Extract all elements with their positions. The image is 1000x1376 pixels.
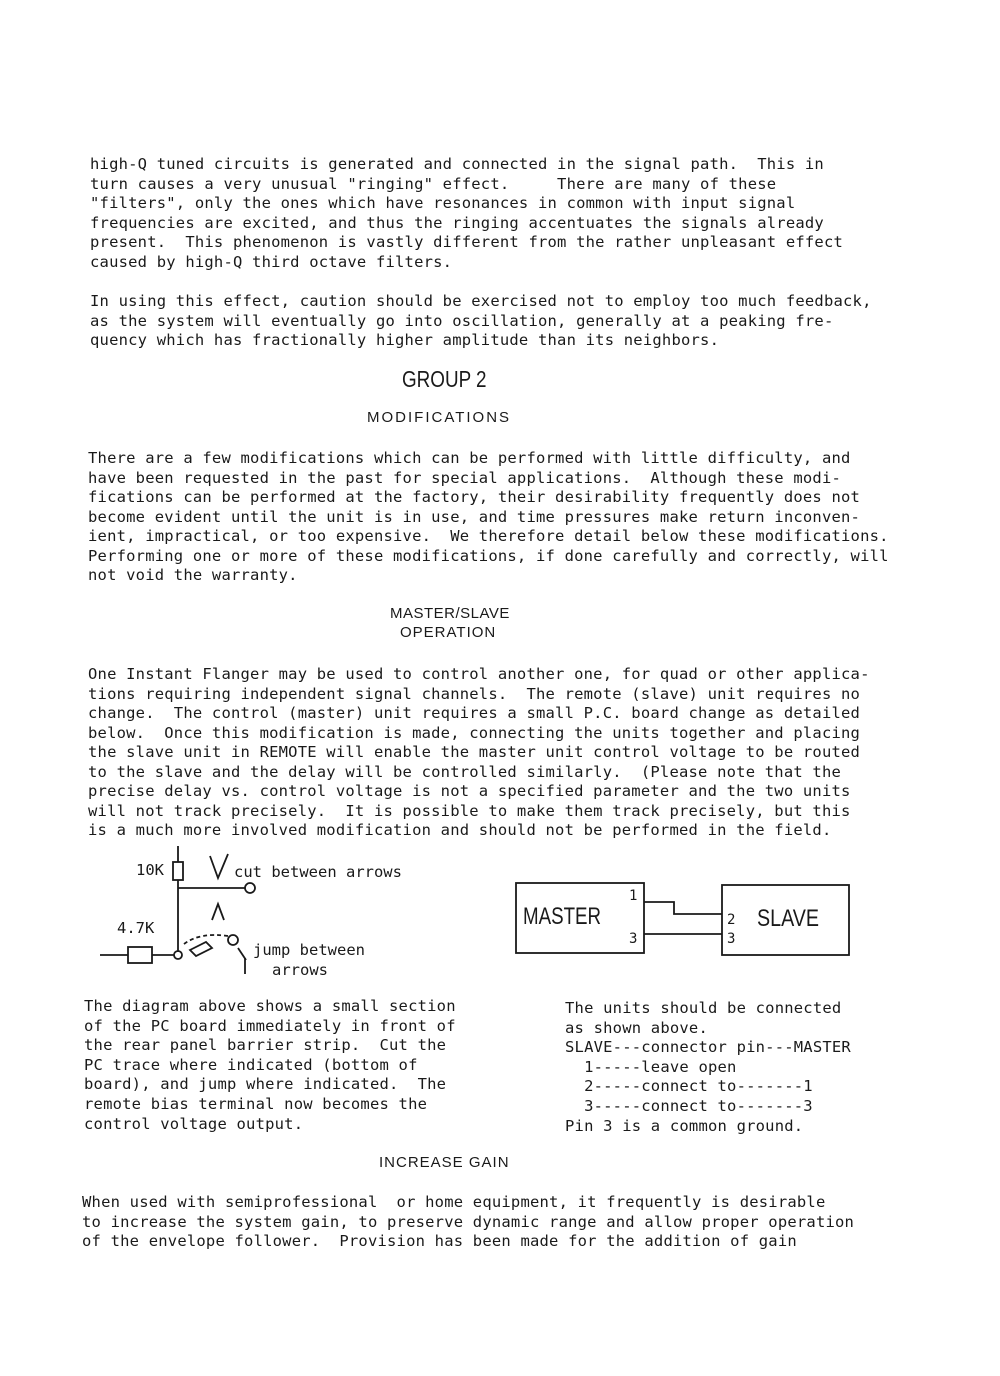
- master-pin-1-label: 1: [629, 888, 638, 904]
- text-line: quency which has fractionally higher amplitude than its neighbors.: [90, 331, 720, 349]
- resistor-4-7k-label: 4.7K: [117, 919, 155, 937]
- increase-gain-heading: INCREASE GAIN: [379, 1154, 510, 1171]
- text-line: control voltage output.: [84, 1114, 304, 1133]
- resistor-10k-label: 10K: [136, 861, 164, 879]
- text-line: tions requiring independent signal channels. The remote (slave) unit requires no: [88, 684, 861, 703]
- text-line: become evident until the unit is in use, and time pressures make return inconven-: [88, 507, 861, 526]
- master-pin-3-label: 3: [629, 931, 638, 947]
- slave-pin-3-label: 3: [727, 931, 736, 947]
- text-line: One Instant Flanger may be used to control another one, for quad or other applica-: [88, 665, 870, 683]
- text-line: "filters", only the ones which have resonances in common with input signal: [90, 194, 796, 212]
- text-line: There are a few modifications which can be performed with little difficulty, and: [88, 449, 851, 467]
- text-line: the rear panel barrier strip. Cut the: [84, 1036, 447, 1055]
- text-line: of the envelope follower. Provision has been made for the addition of gain: [82, 1232, 797, 1250]
- modifications-heading: MODIFICATIONS: [367, 409, 512, 426]
- text-line: frequencies are excited, and thus the ringing accentuates the signals already: [90, 213, 824, 232]
- text-line: remote bias terminal now becomes the: [84, 1095, 428, 1113]
- jump-label: jump between: [253, 941, 365, 959]
- text-line: caused by high-Q third octave filters.: [90, 252, 453, 271]
- text-line: board), and jump where indicated. The: [84, 1075, 447, 1094]
- group-title: GROUP 2: [402, 366, 487, 392]
- text-line: ient, impractical, or too expensive. We therefore detail below these modifications.: [88, 527, 889, 545]
- text-line: not void the warranty.: [88, 566, 298, 584]
- text-line: 3-----connect to-------3: [565, 1097, 813, 1115]
- text-line: precise delay vs. control voltage is not a specified parameter and the two units: [88, 782, 851, 800]
- text-line: SLAVE---connector pin---MASTER: [565, 1038, 851, 1057]
- text-line: turn causes a very unusual "ringing" effect. There are many of these: [90, 174, 777, 193]
- text-line: as shown above.: [565, 1018, 708, 1037]
- master-label: MASTER: [523, 903, 602, 930]
- text-line: to increase the system gain, to preserve dynamic range and allow proper operation: [82, 1212, 855, 1231]
- slave-pin-2-label: 2: [727, 912, 736, 928]
- text-line: present. This phenomenon is vastly different from the rather unpleasant effect: [90, 233, 844, 251]
- text-line: as the system will eventually go into oscillation, generally at a peaking fre-: [90, 311, 834, 330]
- cut-label: cut between arrows: [234, 863, 402, 881]
- text-line: Pin 3 is a common ground.: [565, 1116, 804, 1135]
- text-line: high-Q tuned circuits is generated and connected in the signal path. This in: [90, 155, 824, 173]
- master-slave-heading: MASTER/SLAVE: [390, 605, 510, 622]
- text-line: fications can be performed at the factory, their desirability frequently does not: [88, 488, 861, 506]
- text-line: When used with semiprofessional or home equipment, it frequently is desirable: [82, 1193, 826, 1211]
- text-line: the slave unit in REMOTE will enable the master unit control voltage to be routed: [88, 743, 861, 761]
- text-line: Performing one or more of these modifications, if done carefully and correctly, will: [88, 546, 889, 565]
- text-line: PC trace where indicated (bottom of: [84, 1055, 418, 1074]
- text-line: 1-----leave open: [565, 1057, 737, 1076]
- text-line: below. Once this modification is made, connecting the units together and placing: [88, 723, 861, 742]
- text-line: will not track precisely. It is possible to make them track precisely, but this: [88, 801, 851, 820]
- text-line: The diagram above shows a small section: [84, 997, 456, 1015]
- text-line: is a much more involved modification and should not be performed in the field.: [88, 821, 832, 839]
- text-line: to the slave and the delay will be controlled similarly. (Please note that the: [88, 762, 842, 781]
- slave-label: SLAVE: [757, 905, 819, 932]
- text-line: of the PC board immediately in front of: [84, 1016, 456, 1035]
- text-line: change. The control (master) unit requires a small P.C. board change as detailed: [88, 704, 861, 722]
- text-line: The units should be connected: [565, 999, 842, 1017]
- jump-label-continued: arrows: [272, 961, 328, 979]
- operation-heading: OPERATION: [400, 624, 497, 641]
- text-line: In using this effect, caution should be exercised not to employ too much feedback,: [90, 292, 872, 310]
- text-line: have been requested in the past for special applications. Although these modi-: [88, 468, 842, 487]
- text-line: 2-----connect to-------1: [565, 1077, 813, 1096]
